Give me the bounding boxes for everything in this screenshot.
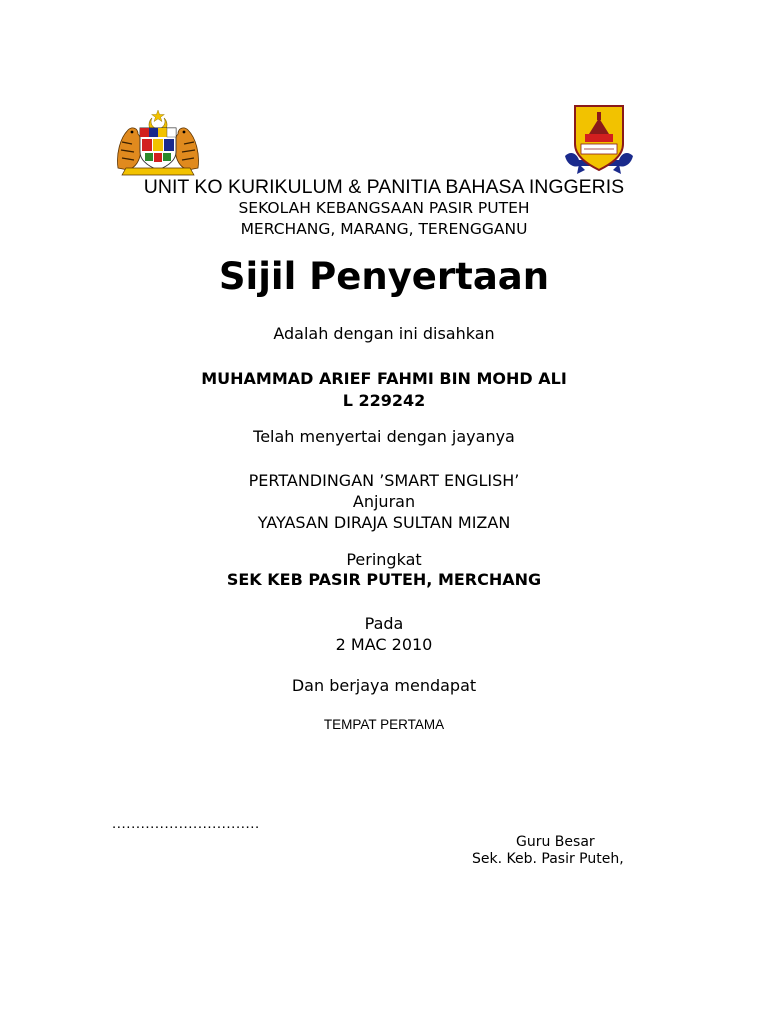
certify-text: Adalah dengan ini disahkan bbox=[273, 324, 495, 343]
organizer-label: Anjuran bbox=[352, 492, 416, 511]
signatory-title: Guru Besar bbox=[516, 834, 595, 850]
event-name: PERTANDINGAN ’SMART ENGLISH’ bbox=[248, 471, 520, 490]
recipient-name: MUHAMMAD ARIEF FAHMI BIN MOHD ALI bbox=[201, 369, 567, 388]
signature-line: ............................... bbox=[112, 815, 260, 832]
event-date: 2 MAC 2010 bbox=[335, 635, 433, 654]
achievement-text: Dan berjaya mendapat bbox=[291, 676, 477, 695]
level-label: Peringkat bbox=[346, 550, 422, 569]
school-name: SEKOLAH KEBANGSAAN PASIR PUTEH bbox=[238, 199, 530, 217]
participated-text: Telah menyertai dengan jayanya bbox=[253, 427, 515, 446]
school-address: MERCHANG, MARANG, TERENGGANU bbox=[240, 220, 528, 238]
certificate-title: Sijil Penyertaan bbox=[218, 255, 550, 298]
level-name: SEK KEB PASIR PUTEH, MERCHANG bbox=[226, 570, 542, 589]
school-crest-logo bbox=[563, 104, 635, 178]
coat-of-arms-logo bbox=[112, 108, 204, 178]
recipient-id: L 229242 bbox=[342, 391, 426, 410]
position-award: TEMPAT PERTAMA bbox=[323, 717, 445, 732]
organizer-name: YAYASAN DIRAJA SULTAN MIZAN bbox=[257, 513, 511, 532]
date-label: Pada bbox=[364, 614, 404, 633]
unit-heading: UNIT KO KURIKULUM & PANITIA BAHASA INGGERIS bbox=[143, 176, 625, 198]
signatory-school: Sek. Keb. Pasir Puteh, bbox=[472, 851, 624, 867]
